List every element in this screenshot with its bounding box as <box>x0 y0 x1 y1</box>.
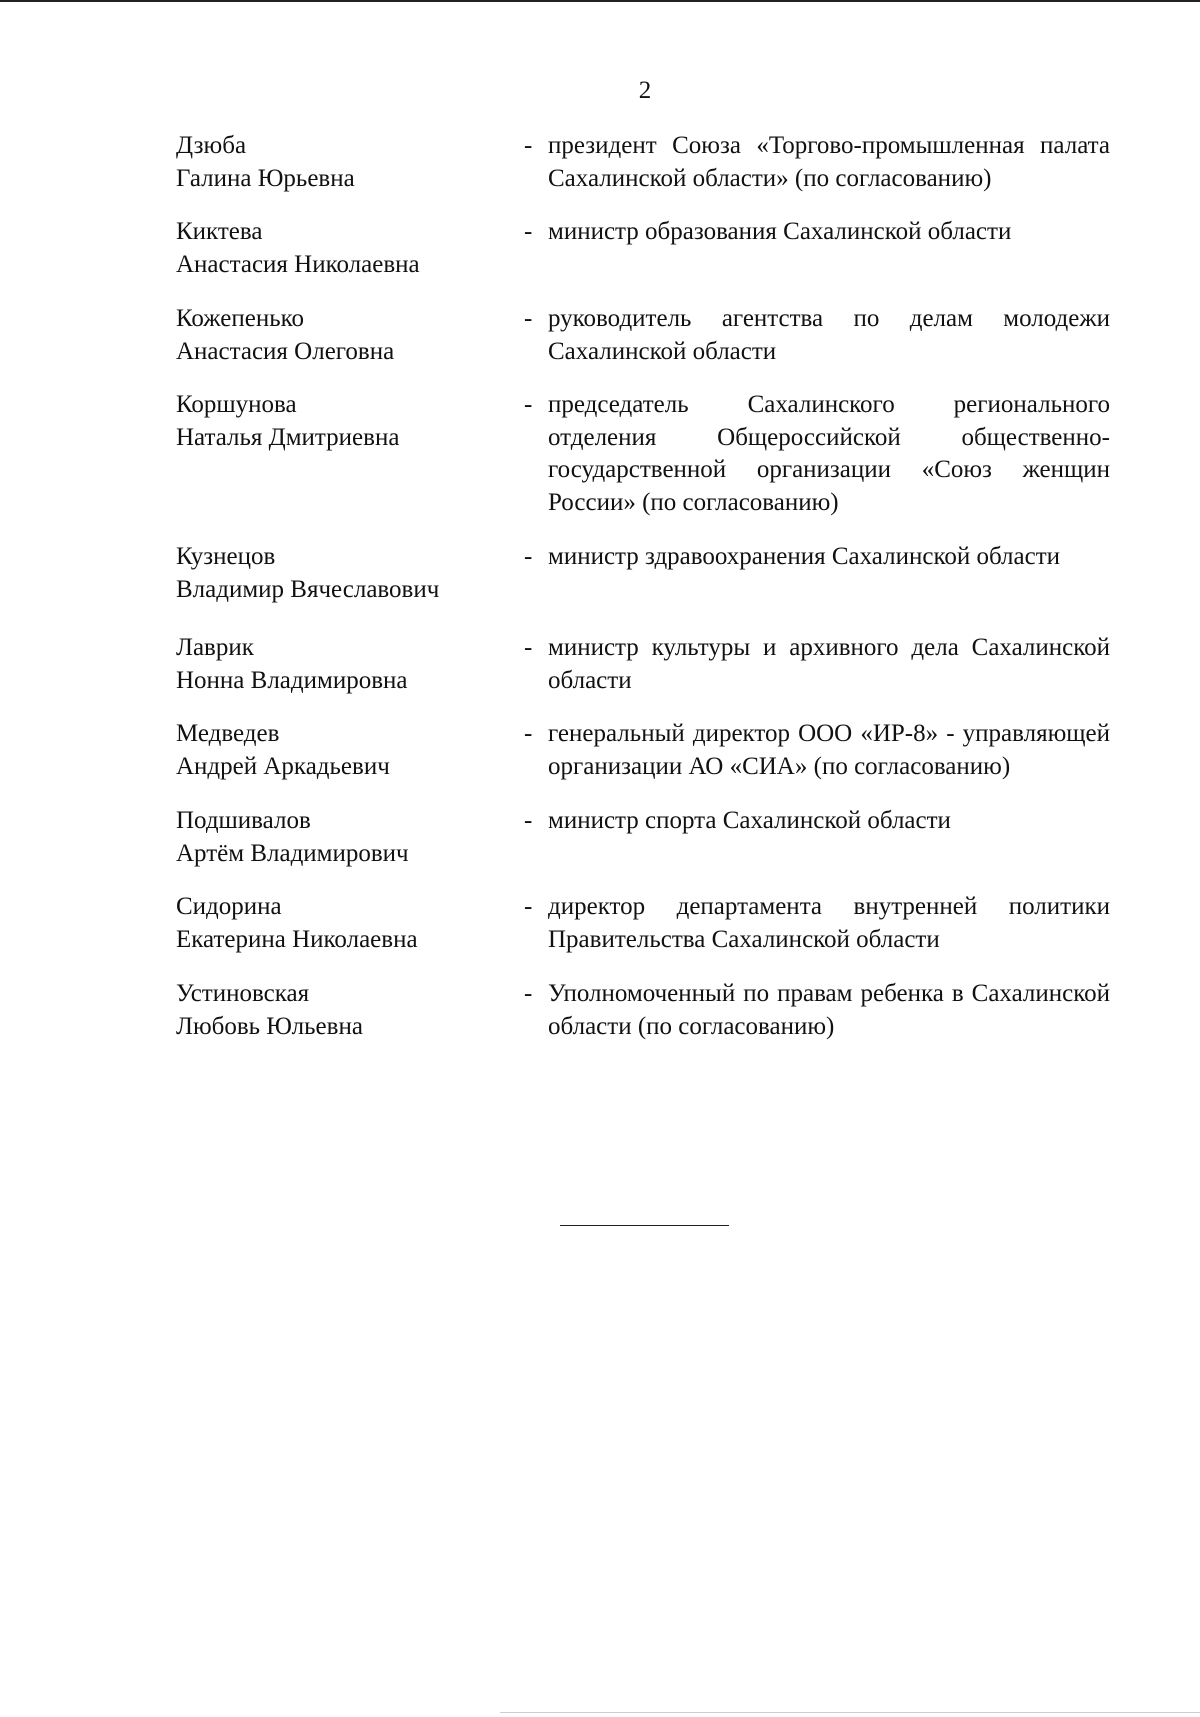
member-row <box>176 891 1110 956</box>
members-list <box>176 130 1110 1043</box>
member-given-name: Анастасия Олеговна <box>176 337 395 365</box>
member-role: директор департамента внутренней политики Правительства Сахалинской области <box>548 893 1110 953</box>
member-surname: Медведев <box>176 720 280 747</box>
member-row <box>176 718 1110 783</box>
member-row <box>176 216 1110 281</box>
member-role: министр культуры и архивного дела Сахалинской области <box>548 634 1110 694</box>
dash-separator: - <box>524 634 533 661</box>
member-role: президент Союза «Торгово-промышленная палата Сахалинской области» (по согласованию) <box>548 132 1110 192</box>
dash-separator: - <box>524 305 533 332</box>
member-row <box>176 130 1110 195</box>
member-name <box>176 130 524 195</box>
member-role: Уполномоченный по правам ребенка в Сахалинской области (по согласованию) <box>548 980 1110 1040</box>
member-surname: Коршунова <box>176 391 297 418</box>
member-role: руководитель агентства по делам молодежи Сахалинской области <box>548 305 1110 365</box>
member-name <box>176 216 524 281</box>
member-row <box>176 805 1110 870</box>
member-given-name: Владимир Вячеславович <box>176 575 440 603</box>
member-given-name: Наталья Дмитриевна <box>176 423 400 451</box>
closing-separator-line <box>560 1225 729 1226</box>
member-row <box>176 541 1110 606</box>
member-given-name: Галина Юрьевна <box>176 164 355 192</box>
bottom-border-line <box>500 1712 1200 1713</box>
member-role: генеральный директор ООО «ИР-8» - управляющей организации АО «СИА» (по согласованию) <box>548 720 1110 780</box>
member-given-name: Артём Владимирович <box>176 839 409 867</box>
member-name <box>176 389 524 454</box>
page-number: 2 <box>638 77 652 104</box>
member-row <box>176 632 1110 697</box>
member-role: председатель Сахалинского регионального отделения Общероссийской общественно-государственной организации «Союз женщин России» (по согласованию) <box>548 391 1110 516</box>
member-surname: Лаврик <box>176 634 254 661</box>
member-surname: Кожепенько <box>176 305 304 332</box>
member-name <box>176 805 524 870</box>
member-given-name: Любовь Юльевна <box>176 1012 363 1040</box>
member-surname: Устиновская <box>176 980 310 1007</box>
dash-separator: - <box>524 218 533 245</box>
member-role: министр здравоохранения Сахалинской области <box>548 543 1061 570</box>
member-role: министр спорта Сахалинской области <box>548 807 951 834</box>
member-given-name: Андрей Аркадьевич <box>176 752 390 780</box>
member-surname: Кузнецов <box>176 543 276 570</box>
member-row <box>176 389 1110 519</box>
member-name <box>176 541 524 606</box>
member-surname: Сидорина <box>176 893 282 920</box>
member-surname: Подшивалов <box>176 807 311 834</box>
member-name <box>176 891 524 956</box>
member-name <box>176 978 524 1043</box>
member-row <box>176 303 1110 368</box>
member-surname: Киктева <box>176 218 263 245</box>
member-given-name: Анастасия Николаевна <box>176 250 420 278</box>
member-name <box>176 303 524 368</box>
dash-separator: - <box>524 980 533 1007</box>
member-name <box>176 718 524 783</box>
dash-separator: - <box>524 807 533 834</box>
member-given-name: Екатерина Николаевна <box>176 925 418 953</box>
dash-separator: - <box>524 720 533 747</box>
member-surname: Дзюба <box>176 132 247 159</box>
top-border-line <box>0 0 1200 2</box>
dash-separator: - <box>524 893 533 920</box>
member-name <box>176 632 524 697</box>
member-role: министр образования Сахалинской области <box>548 218 1012 245</box>
member-given-name: Нонна Владимировна <box>176 666 408 694</box>
member-row <box>176 978 1110 1043</box>
dash-separator: - <box>524 132 533 159</box>
dash-separator: - <box>524 391 533 418</box>
dash-separator: - <box>524 543 533 570</box>
